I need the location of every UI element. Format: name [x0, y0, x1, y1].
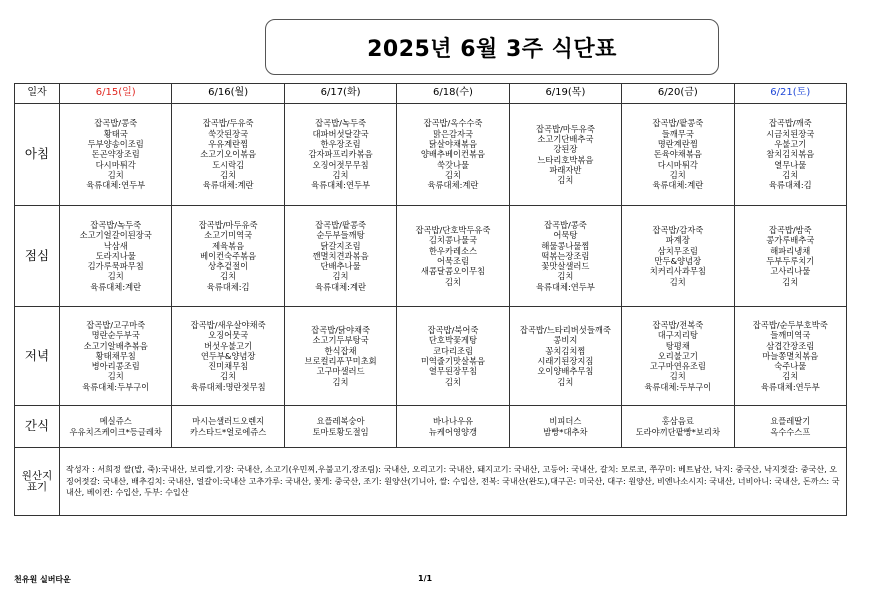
menu-item: 육류대체:연두부	[86, 180, 146, 191]
menu-item: 강된장	[553, 144, 578, 155]
dinner-cell	[397, 307, 509, 406]
snack-cell	[284, 406, 396, 448]
menu-item: 황태국	[103, 128, 128, 139]
dinner-cell	[509, 307, 621, 406]
menu-item: 잡곡밥/옥수수죽	[423, 118, 483, 129]
menu-item: 두부두루치기	[766, 256, 815, 266]
menu-item: 육류대체:계란	[427, 180, 479, 191]
dinner-cell	[172, 307, 284, 406]
menu-item: 김치	[220, 271, 237, 282]
menu-item: 열무나물	[774, 159, 807, 170]
menu-item: 김치콩나물국	[428, 235, 478, 246]
menu-item: 맑은감자국	[432, 128, 474, 139]
menu-item: 김치	[557, 175, 574, 186]
day-header-thu: 6/19(목)	[509, 84, 621, 104]
snack-cell	[622, 406, 734, 448]
menu-item: 잡곡밥/깨죽	[768, 118, 812, 129]
lunch-cell	[509, 206, 621, 307]
menu-item: 대파버섯달걀국	[312, 128, 369, 139]
menu-item: 만두&양념장	[654, 256, 702, 266]
menu-item: 두부양송이조림	[87, 139, 144, 150]
menu-item: 소고기두부탕국	[312, 335, 369, 346]
menu-item: 소고기미역국	[204, 230, 253, 241]
lunch-cell	[60, 206, 172, 307]
menu-item: 김치	[782, 169, 799, 180]
menu-item: 비피더스	[549, 416, 582, 427]
menu-item: 잡곡밥/닭야채죽	[311, 325, 370, 336]
menu-item: 잡곡밥/밤죽	[768, 225, 812, 236]
menu-item: 바나나우유	[432, 416, 474, 427]
menu-item: 도라야끼단팥빵*보리차	[635, 426, 720, 437]
menu-item: 베이컨숙주볶음	[200, 250, 257, 261]
day-header-sun: 6/15(일)	[60, 84, 172, 104]
menu-item: 오징어뭇국	[208, 330, 249, 341]
menu-item: 닭갈지조림	[320, 240, 361, 251]
menu-item: 육류대체:계란	[315, 281, 366, 292]
snack-cell	[509, 406, 621, 448]
menu-item: 육류대체:김	[768, 180, 812, 191]
menu-item: 마시는샐러드오렌지	[192, 416, 265, 427]
menu-item: 소고기얼갈이된장국	[79, 230, 152, 241]
menu-item: 브로컬리푸꾸미초회	[304, 356, 377, 366]
breakfast-label: 아침	[15, 104, 60, 206]
menu-item: 꽁치김치찜	[545, 345, 586, 356]
menu-item: 잡곡밥/마두유죽	[535, 123, 595, 134]
breakfast-cell	[60, 104, 172, 206]
menu-item: 파래자반	[549, 164, 582, 175]
breakfast-cell	[734, 104, 846, 206]
menu-item: 김치	[220, 371, 237, 382]
menu-item: 닭살야채볶음	[428, 139, 478, 150]
menu-item: 김치	[444, 376, 461, 387]
menu-item: 다시마튀각	[657, 159, 698, 170]
day-header-tue: 6/17(화)	[284, 84, 396, 104]
menu-item: 떡볶는장조림	[541, 250, 590, 261]
menu-item: 김치	[669, 276, 686, 287]
menu-item: 오이양배추무침	[537, 366, 594, 377]
menu-item: 새콤달콤오이무침	[420, 266, 486, 277]
breakfast-cell	[622, 104, 734, 206]
menu-item: 제육볶음	[212, 240, 245, 251]
menu-item: 미역줄기맛살볶음	[420, 356, 486, 366]
menu-item: 잡곡밥/녹두죽	[315, 118, 366, 129]
dinner-cell	[622, 307, 734, 406]
date-header-label: 일자	[15, 84, 60, 104]
menu-item: 육류대체:연두부	[760, 381, 820, 392]
menu-item: 다시마튀각	[95, 159, 136, 170]
menu-item: 들깨미역국	[770, 330, 811, 341]
origin-label: 원산지 표기	[15, 448, 60, 516]
menu-item: 황태채무침	[95, 350, 136, 361]
page-title: 2025년 6월 3주 식단표	[265, 19, 719, 75]
menu-item: 소고기오이볶음	[200, 149, 257, 160]
menu-item: 낙삼새	[103, 240, 128, 251]
menu-item: 육류대체:계란	[652, 180, 704, 191]
menu-item: 한식잡채	[324, 345, 357, 356]
meal-plan-table	[14, 83, 847, 516]
menu-item: 고사리나물	[770, 266, 811, 277]
origin-row	[15, 448, 847, 516]
menu-item: 김치	[332, 376, 349, 387]
menu-item: 메실쥬스	[99, 416, 132, 427]
menu-item: 대구지리탕	[657, 330, 698, 341]
menu-item: 잡곡밥/단호박두유죽	[415, 225, 491, 236]
day-header-wed: 6/18(수)	[397, 84, 509, 104]
lunch-cell	[622, 206, 734, 307]
menu-item: 진미채무침	[208, 361, 249, 372]
menu-item: 잡곡밥/녹두죽	[90, 219, 142, 230]
menu-item: 김치	[557, 376, 574, 387]
day-header-fri: 6/20(금)	[622, 84, 734, 104]
day-header-mon: 6/16(월)	[172, 84, 284, 104]
menu-item: 김치	[782, 371, 799, 382]
lunch-label: 점심	[15, 206, 60, 307]
menu-item: 어묵조림	[436, 256, 469, 266]
menu-item: 열무된장무침	[428, 366, 478, 377]
snack-cell	[60, 406, 172, 448]
menu-item: 김치	[332, 271, 349, 282]
breakfast-cell	[284, 104, 396, 206]
menu-item: 마늘쫑멸치볶음	[762, 350, 819, 361]
menu-item: 도시락김	[212, 159, 245, 170]
menu-item: 토마토황도절임	[312, 426, 369, 437]
dinner-label: 저녁	[15, 307, 60, 406]
day-header-sat: 6/21(토)	[734, 84, 846, 104]
menu-item: 김치	[669, 169, 686, 180]
menu-item: 요플레복숭아	[316, 416, 365, 427]
lunch-row	[15, 206, 847, 307]
menu-item: 잡곡밥/마두유죽	[198, 219, 258, 230]
menu-item: 잡곡밥/콩죽	[94, 118, 138, 129]
menu-item: 우유치즈케이크*등글레차	[69, 426, 162, 437]
menu-item: 느타리호박볶음	[537, 154, 594, 165]
menu-item: 잡곡밥/콩죽	[543, 219, 587, 230]
menu-item: 옥수수스프	[770, 426, 811, 437]
snack-cell	[172, 406, 284, 448]
menu-item: 잡곡밥/북어죽	[427, 325, 479, 336]
menu-item: 고구마연유조림	[649, 361, 706, 372]
menu-item: 단배추나물	[320, 261, 361, 272]
menu-item: 김치	[782, 276, 799, 287]
menu-item: 밤빵*대추차	[543, 426, 588, 437]
menu-item: 꽃맛살샐러드	[541, 261, 590, 272]
snack-cell	[397, 406, 509, 448]
menu-item: 육류대체:두부구이	[82, 381, 150, 392]
menu-item: 육류대체:계란	[202, 180, 254, 191]
menu-item: 잡곡밥/팥콩죽	[652, 118, 704, 129]
menu-item: 시금치된장국	[766, 128, 815, 139]
dinner-cell	[284, 307, 396, 406]
menu-item: 육류대체:계란	[90, 281, 142, 292]
menu-item: 쑥갓나물	[436, 159, 469, 170]
menu-item: 해물콩나물찜	[541, 240, 590, 251]
menu-item: 도라지나물	[95, 250, 136, 261]
menu-item: 한우장조림	[320, 139, 361, 150]
menu-item: 김치	[444, 276, 461, 287]
breakfast-cell	[172, 104, 284, 206]
menu-item: 시래기된장지짐	[537, 356, 594, 366]
menu-item: 삼겹간장조림	[766, 340, 815, 351]
menu-item: 오리불고기	[657, 350, 698, 361]
menu-item: 홍삼음료	[661, 416, 694, 427]
menu-item: 잡곡밥/팥콩죽	[315, 219, 366, 230]
menu-item: 육류대체:김	[206, 281, 250, 292]
menu-item: 들깨무국	[661, 128, 694, 139]
dinner-cell	[734, 307, 846, 406]
snack-label: 간식	[15, 406, 60, 448]
menu-item: 한우카레소스	[428, 245, 478, 256]
menu-item: 콩비지	[553, 335, 578, 346]
lunch-cell	[734, 206, 846, 307]
menu-item: 명란순두부국	[91, 330, 140, 341]
menu-item: 카스타드*얼로에쥬스	[189, 426, 267, 437]
menu-item: 김치	[332, 169, 349, 180]
menu-item: 단호박꽃게탕	[428, 335, 478, 346]
menu-item: 삼치무조림	[657, 245, 698, 256]
menu-item: 육류대체:연두부	[535, 281, 595, 292]
menu-item: 김치	[444, 169, 461, 180]
menu-item: 쑥갓된장국	[208, 128, 249, 139]
dinner-cell	[60, 307, 172, 406]
menu-item: 잡곡밥/순두부호박죽	[752, 319, 828, 330]
breakfast-cell	[509, 104, 621, 206]
snack-cell	[734, 406, 846, 448]
menu-item: 소고기단배추국	[537, 133, 594, 144]
page-number: 1/1	[418, 574, 433, 583]
menu-item: 잡곡밥/전복죽	[652, 319, 704, 330]
menu-item: 해파리냉채	[770, 245, 811, 256]
table-header-row	[15, 84, 847, 104]
menu-item: 김치	[107, 169, 124, 180]
menu-item: 병아리콩조림	[91, 361, 140, 372]
menu-item: 치커리사과무침	[649, 266, 706, 277]
menu-item: 코다리조림	[432, 345, 474, 356]
menu-item: 소고기알배추볶음	[83, 340, 148, 351]
menu-item: 잡곡밥/새우살야채죽	[190, 319, 266, 330]
menu-item: 김치	[669, 371, 686, 382]
facility-name: 천유원 실버타운	[14, 575, 71, 584]
menu-item: 김가루묵파무침	[87, 261, 144, 272]
menu-item: 육류대체:두부구이	[644, 381, 712, 392]
menu-item: 연두부&양념장	[200, 350, 256, 361]
menu-item: 버섯우불고기	[204, 340, 253, 351]
menu-item: 명란계란찜	[657, 139, 698, 150]
menu-item: 돈육야채볶음	[653, 149, 702, 160]
menu-item: 김치	[220, 169, 237, 180]
origin-text: 작성자 : 서희정 쌀(밥, 죽):국내산, 보리쌀,기장: 국내산, 소고기(우민찌,우불고기,장조림): 국내산, 오리고기: 국내산, 돼지고기: 국내산, 고등어: 국내산, 갈치: 모로코, 쭈꾸미: 베트남산, 낙지: 중국산, 낙지젓갈: 중국산, 오징어젓갈: 국내산, 배추김치: 국내산, 얼갈이:국내산 고추가루: 국내산, 꽃게: 중국산, 조기: 원양산(기니아, 쌀: 수입산, 전복: 국내산(완도),대구곤: 미국산, 대구: 원양산, 비엔나소시지: 국내산, 너비아니: 국내산, 돈까스: 국내산, 베이컨: 수입산, 두부: 수입산	[60, 448, 847, 516]
lunch-cell	[172, 206, 284, 307]
snack-row	[15, 406, 847, 448]
menu-item: 깬멸치견과볶음	[312, 250, 369, 261]
menu-item: 뉴케어영양갱	[428, 426, 478, 437]
menu-item: 어묵탕	[553, 230, 578, 241]
menu-item: 양배추베이컨볶음	[420, 149, 486, 160]
menu-item: 우유계란찜	[208, 139, 249, 150]
menu-item: 순두부들깨탕	[316, 230, 365, 241]
lunch-cell	[397, 206, 509, 307]
menu-item: 잡곡밥/고구마죽	[86, 319, 146, 330]
menu-item: 김치	[557, 271, 574, 282]
menu-item: 잡곡밥/느타리버섯들깨죽	[519, 325, 611, 336]
breakfast-cell	[397, 104, 509, 206]
menu-item: 육류대체:명란젓무침	[190, 381, 266, 392]
menu-item: 파계장	[665, 235, 690, 246]
menu-item: 참치김치볶음	[766, 149, 815, 160]
menu-item: 김치	[107, 271, 124, 282]
menu-item: 우불고기	[774, 139, 807, 150]
menu-item: 김치	[107, 371, 124, 382]
menu-item: 돈곤약장조림	[91, 149, 140, 160]
menu-item: 잡곡밥/두유죽	[202, 118, 254, 129]
menu-item: 숙주나물	[774, 361, 807, 372]
menu-item: 탕평채	[665, 340, 690, 351]
menu-item: 오징어젓무무침	[312, 159, 369, 170]
menu-item: 요플레딸기	[770, 416, 811, 427]
menu-item: 콩가루배추국	[766, 235, 815, 246]
menu-item: 육류대체:연두부	[311, 180, 370, 191]
menu-item: 상추겉절이	[208, 261, 249, 272]
menu-item: 잡곡밥/감자죽	[652, 225, 704, 236]
breakfast-row	[15, 104, 847, 206]
menu-item: 감자파프리카볶음	[308, 149, 373, 160]
dinner-row	[15, 307, 847, 406]
menu-item: 고구마샐러드	[316, 366, 365, 377]
lunch-cell	[284, 206, 396, 307]
